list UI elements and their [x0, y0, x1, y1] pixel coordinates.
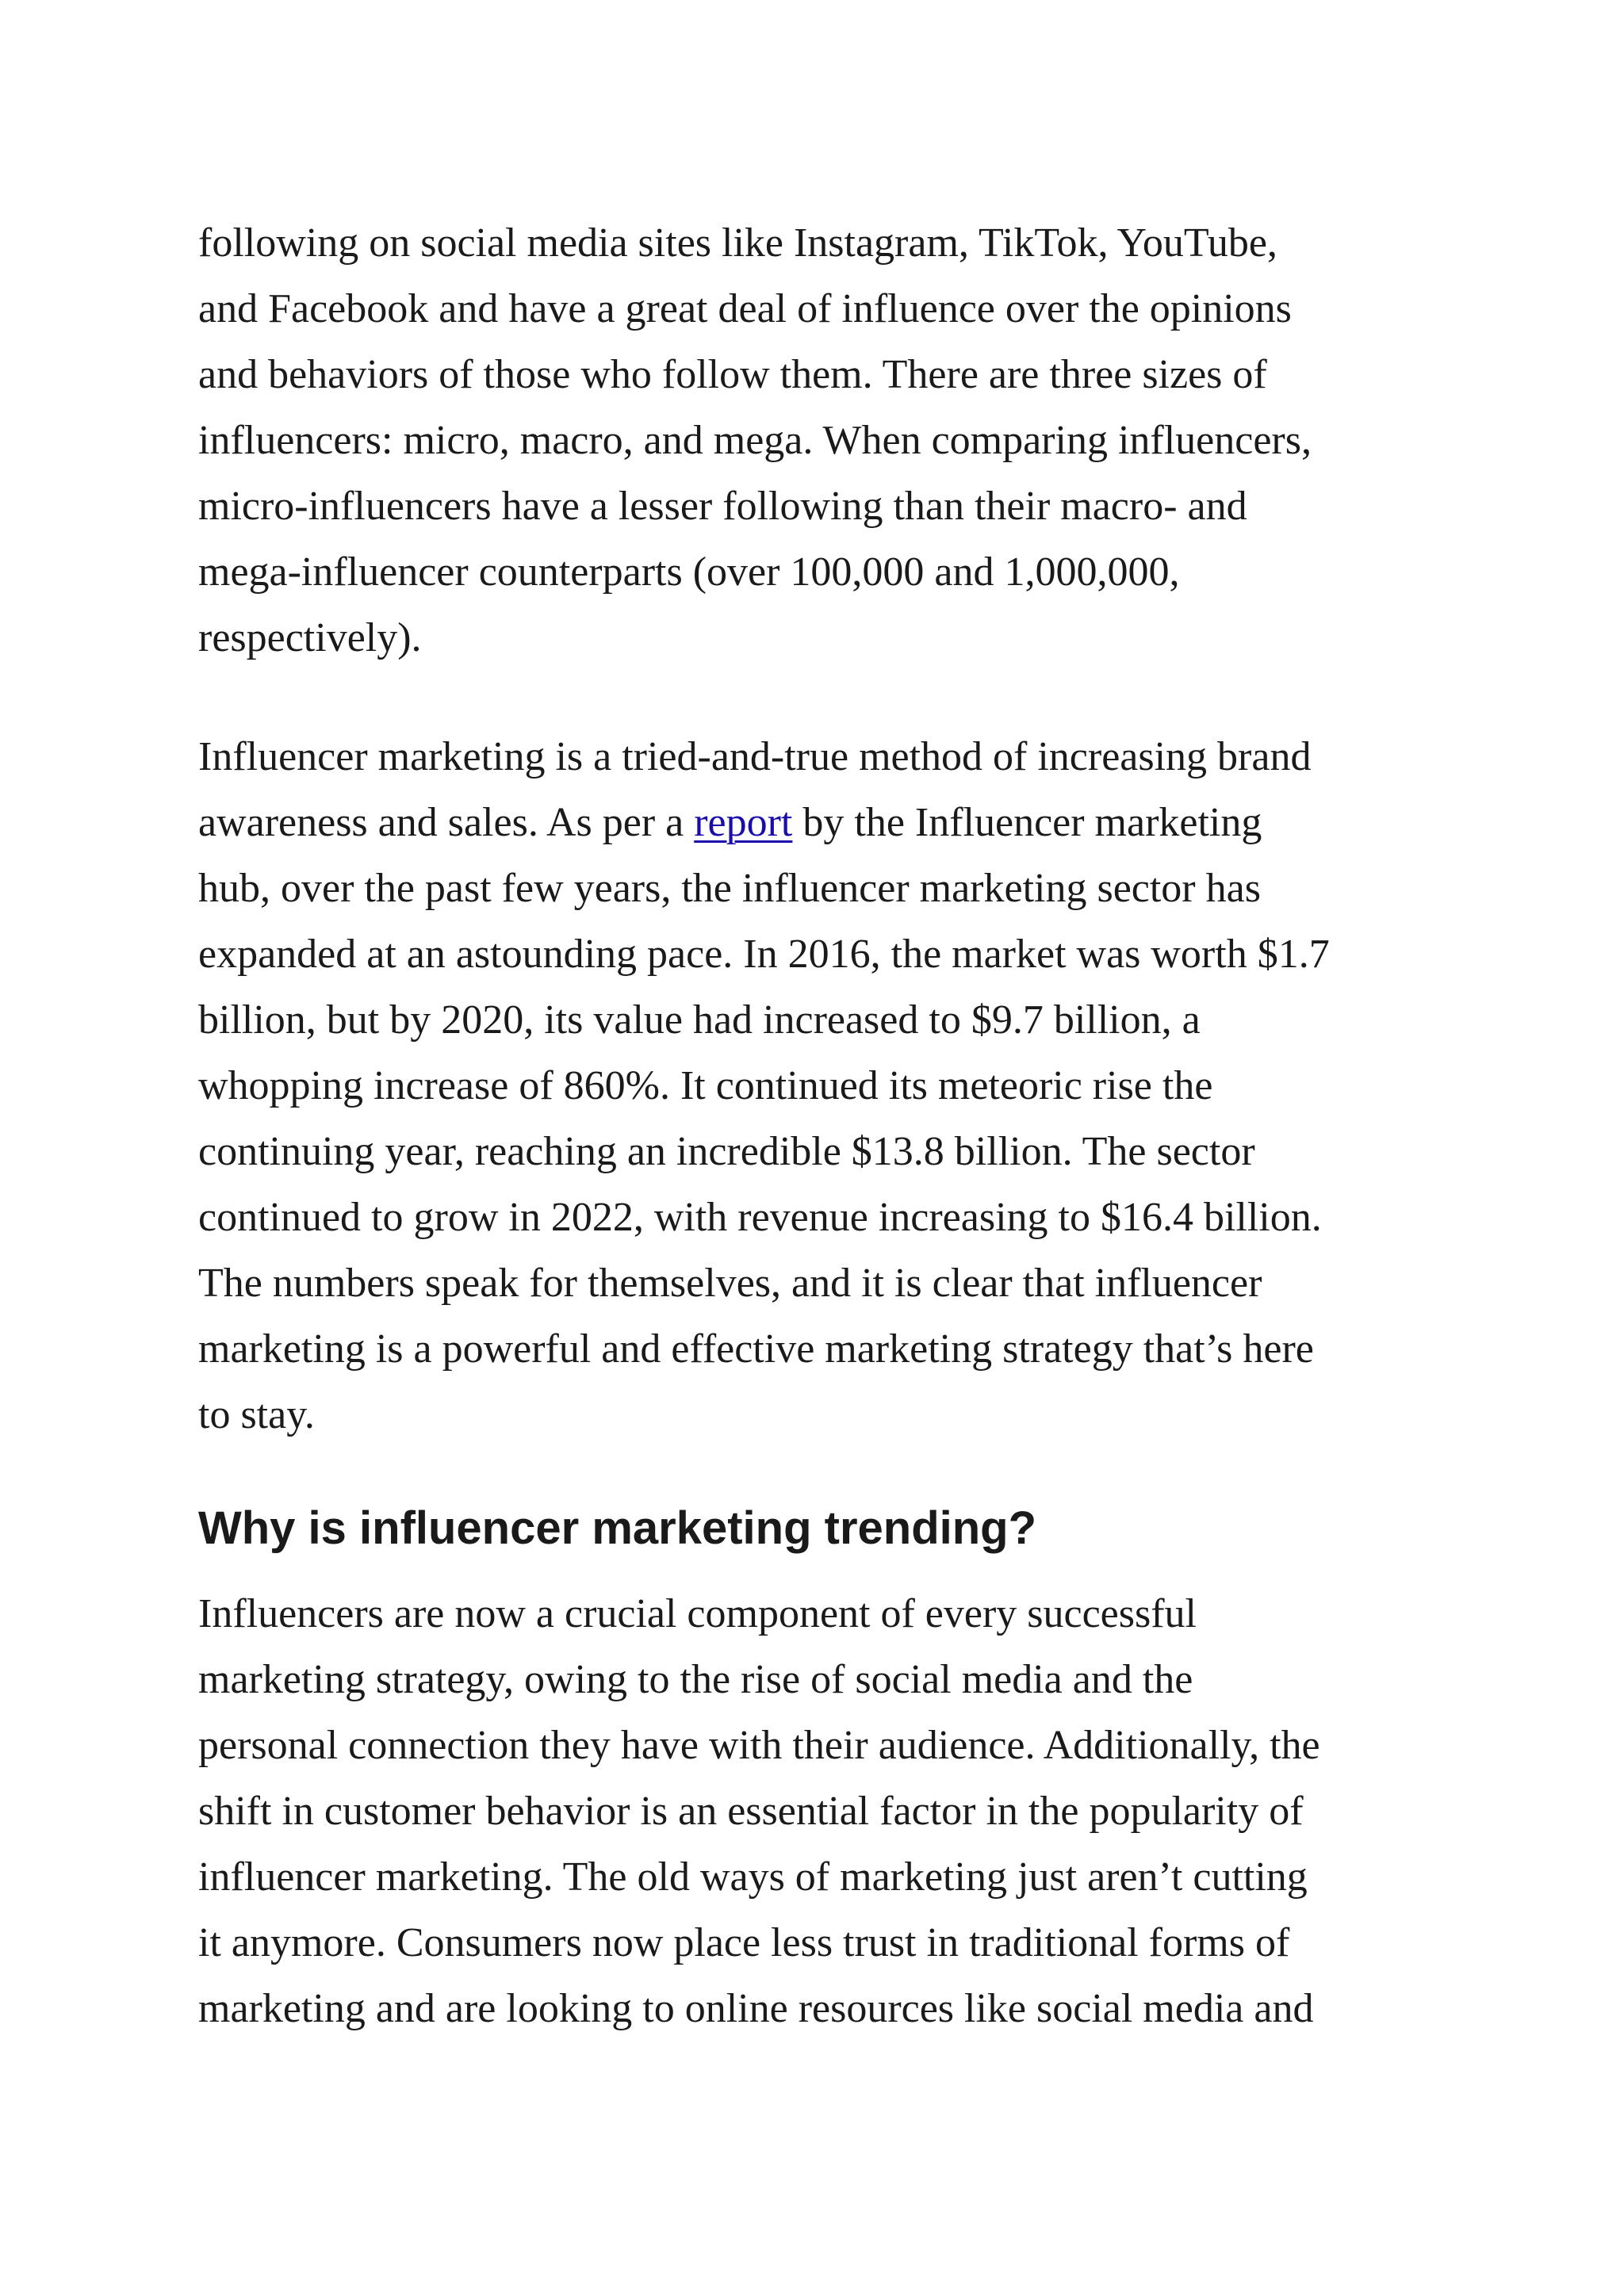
text-fragment: awareness and sales. As per a	[198, 800, 695, 845]
paragraph-market-growth	[198, 724, 1451, 1448]
text-line: it anymore. Consumers now place less trust in traditional forms of	[198, 1920, 1290, 1965]
text-line: following on social media sites like Instagram, TikTok, YouTube,	[198, 220, 1277, 266]
text-line: continued to grow in 2022, with revenue increasing to $16.4 billion.	[198, 1195, 1322, 1240]
report-link[interactable]: report	[694, 800, 793, 845]
text-line: and behaviors of those who follow them. There are three sizes of	[198, 352, 1267, 397]
article-body	[198, 210, 1451, 2042]
text-line: shift in customer behavior is an essential factor in the popularity of	[198, 1789, 1304, 1834]
text-line: marketing and are looking to online resources like social media and	[198, 1986, 1314, 2031]
text-line: marketing is a powerful and effective marketing strategy that’s here	[198, 1326, 1314, 1372]
text-line: to stay.	[198, 1392, 315, 1437]
paragraph-why-trending	[198, 1581, 1451, 2042]
text-line: billion, but by 2020, its value had increased to $9.7 billion, a	[198, 997, 1201, 1043]
text-line: hub, over the past few years, the influencer marketing sector has	[198, 866, 1261, 911]
text-line: Influencer marketing is a tried-and-true method of increasing brand	[198, 734, 1312, 779]
text-line: Influencers are now a crucial component of every successful	[198, 1591, 1197, 1636]
text-line: influencers: micro, macro, and mega. When comparing influencers,	[198, 418, 1312, 463]
text-line: and Facebook and have a great deal of influence over the opinions	[198, 286, 1292, 331]
text-line-with-link	[198, 790, 1451, 855]
text-line: personal connection they have with their audience. Additionally, the	[198, 1723, 1320, 1768]
text-line: micro-influencers have a lesser following than their macro- and	[198, 484, 1247, 529]
text-line: continuing year, reaching an incredible $13.8 billion. The sector	[198, 1129, 1255, 1174]
text-line: marketing strategy, owing to the rise of social media and the	[198, 1657, 1193, 1702]
text-line: influencer marketing. The old ways of marketing just aren’t cutting	[198, 1854, 1308, 1900]
paragraph-influencer-sizes	[198, 210, 1451, 671]
text-line: expanded at an astounding pace. In 2016, the market was worth $1.7	[198, 932, 1330, 977]
text-fragment: by the Influencer marketing	[792, 800, 1262, 845]
text-line: The numbers speak for themselves, and it is clear that influencer	[198, 1261, 1262, 1306]
section-heading: Why is influencer marketing trending?	[198, 1502, 1037, 1554]
text-line: respectively).	[198, 615, 422, 660]
text-line: mega-influencer counterparts (over 100,000 and 1,000,000,	[198, 549, 1180, 595]
text-line: whopping increase of 860%. It continued its meteoric rise the	[198, 1063, 1213, 1108]
